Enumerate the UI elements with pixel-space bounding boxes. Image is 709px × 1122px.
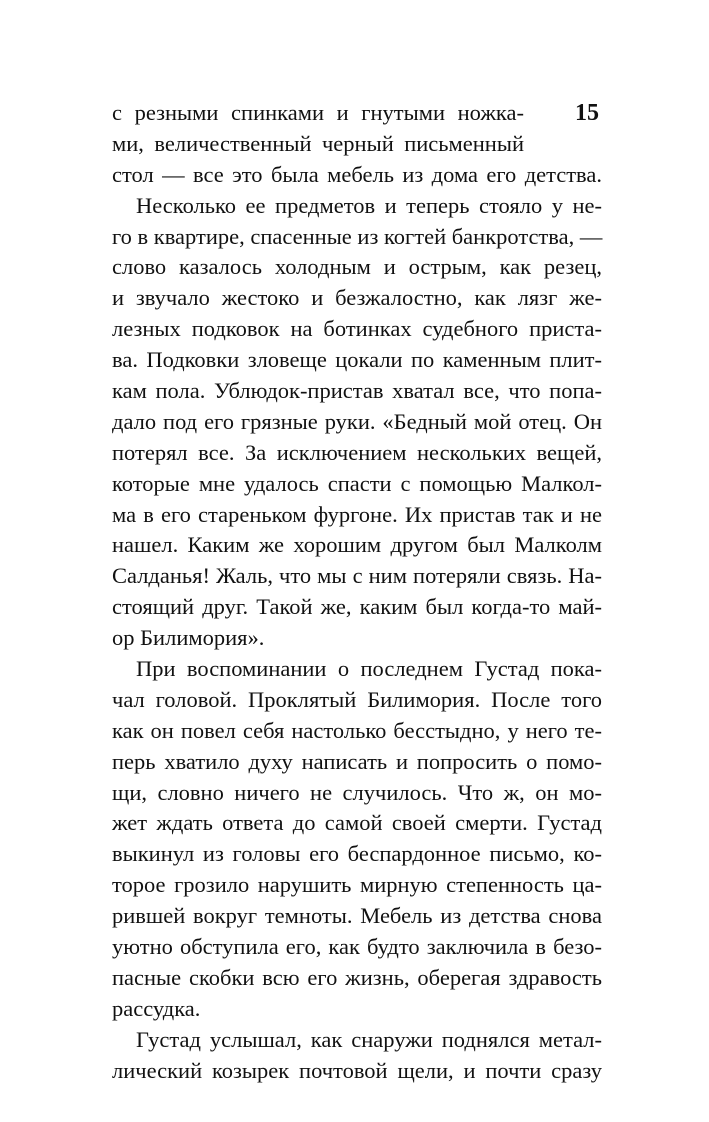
text-line: ми, величественный черный письменный [112,130,524,156]
text-line: кам пола. Ублюдок-пристав хватал все, что попа- [112,378,602,404]
paragraph-first-line: При воспоминании о последнем Густад пока- [136,656,602,682]
text-line: стол — все это была мебель из дома его детства. [112,161,602,187]
text-line: пасные скобки всю его жизнь, оберегая здравость [112,964,602,990]
text-line: с резными спинками и гнутыми ножка- [112,100,524,125]
text-line: щи, словно ничего не случилось. Что ж, он мо- [112,779,602,805]
body-text [112,98,602,1087]
text-line: потерял все. За исключением нескольких вещей, [112,439,602,465]
paragraph-first-line: Несколько ее предметов и теперь стояло у не- [136,192,602,218]
text-line: и звучало жестоко и безжалостно, как лязг же- [112,285,602,311]
page-number: 15 [575,100,599,126]
text-line: уютно обступила его, как будто заключила в безо- [112,934,602,960]
text-line: которые мне удалось спасти с помощью Малкол- [112,470,602,496]
text-line: ма в его стареньком фургоне. Их пристав так и не [112,501,602,527]
paragraph-first-line: Густад услышал, как снаружи поднялся метал- [136,1026,602,1052]
text-line: перь хватило духу написать и попросить о помо- [112,748,602,774]
text-line: нашел. Каким же хорошим другом был Малколм [112,532,602,558]
text-line: Салданья! Жаль, что мы с ним потеряли связь. На- [112,563,602,589]
text-line: чал головой. Проклятый Билимория. После того [112,686,602,712]
text-line: лический козырек почтовой щели, и почти сразу [112,1057,602,1083]
text-line: жет ждать ответа до самой своей смерти. Густад [112,810,602,836]
paragraph-last-line: ор Билимория». [112,625,265,651]
text-line: рившей вокруг темноты. Мебель из детства снова [112,903,602,929]
text-line: дало под его грязные руки. «Бедный мой отец. Он [112,408,602,434]
text-line: торое грозило нарушить мирную степенность ца- [112,872,602,898]
text-line: лезных подковок на ботинках судебного приста- [112,316,602,342]
text-line: как он повел себя настолько бесстыдно, у него те- [112,717,602,743]
text-line: го в квартире, спасенные из когтей банкротства, — [112,223,603,249]
text-line: ва. Подковки зловеще цокали по каменным плит- [112,347,602,373]
text-line: слово казалось холодным и острым, как резец, [112,254,602,280]
text-line: выкинул из головы его беспардонное письмо, ко- [112,841,602,867]
paragraph-last-line: рассудка. [112,995,201,1021]
text-line: стоящий друг. Такой же, каким был когда-то май- [112,594,602,620]
